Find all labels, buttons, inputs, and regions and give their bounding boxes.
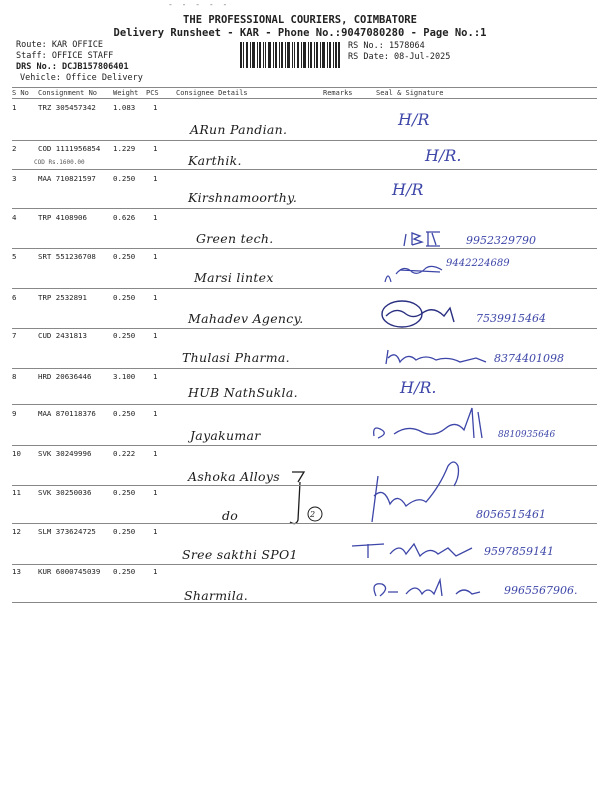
row-consignment: SVK 30250036	[38, 488, 92, 497]
row-consignment: SRT 551236708	[38, 252, 96, 261]
row-consignee: Mahadev Agency.	[188, 311, 304, 326]
row-weight: 0.250	[113, 527, 136, 536]
cod-amount: COD Rs.1600.00	[34, 159, 85, 166]
row-sno: 2	[12, 144, 17, 153]
row-consignee: Thulasi Pharma.	[182, 350, 290, 365]
row-consignment: TRZ 305457342	[38, 103, 96, 112]
row-phone: 9597859141	[484, 545, 554, 558]
row-divider	[12, 208, 597, 209]
col-sno: S No	[12, 89, 29, 97]
barcode	[240, 42, 340, 68]
row-pcs: 1	[153, 449, 158, 458]
row-pcs: 1	[153, 252, 158, 261]
row-pcs: 1	[153, 488, 158, 497]
row-divider	[12, 140, 597, 141]
row-weight: 1.083	[113, 103, 136, 112]
rs-date: RS Date: 08-Jul-2025	[348, 52, 451, 62]
row-consignee: Kirshnamoorthy.	[188, 190, 298, 205]
row-pcs: 1	[153, 103, 158, 112]
row-weight: 3.100	[113, 372, 136, 381]
bracket-number: 2	[310, 510, 316, 519]
col-consignee: Consignee Details	[176, 89, 248, 97]
row-divider	[12, 445, 597, 446]
drs-number: DRS No.: DCJB157806401	[16, 62, 129, 72]
route-info: Route: KAR OFFICE	[16, 40, 103, 50]
row-sno: 6	[12, 293, 17, 302]
row-consignment: MAA 870118376	[38, 409, 96, 418]
row-consignee: Green tech.	[196, 231, 274, 246]
row-sno: 4	[12, 213, 17, 222]
col-remarks: Remarks	[323, 89, 353, 97]
row-pcs: 1	[153, 213, 158, 222]
table-header-rule	[12, 98, 597, 99]
row-weight: 0.222	[113, 449, 136, 458]
row-consignee: Marsi lintex	[194, 270, 274, 285]
row-consignment: COD 1111956854	[38, 144, 101, 153]
row-sno: 13	[12, 567, 21, 576]
col-weight: Weight	[113, 89, 139, 97]
row-divider	[12, 485, 597, 486]
row-pcs: 1	[153, 293, 158, 302]
vehicle-info: Vehicle: Office Delivery	[20, 73, 143, 83]
row-weight: 0.626	[113, 213, 136, 222]
row-consignment: HRD 20636446	[38, 372, 92, 381]
row-weight: 0.250	[113, 409, 136, 418]
row-consignee: do	[222, 508, 239, 523]
row-signature: H/R	[392, 180, 424, 199]
row-sno: 3	[12, 174, 17, 183]
rs-number: RS No.: 1578064	[348, 41, 425, 51]
row-divider	[12, 328, 597, 329]
row-weight: 0.250	[113, 293, 136, 302]
row-consignee: Sree sakthi SPO1	[182, 547, 298, 562]
row-divider	[12, 288, 597, 289]
row-consignee: Karthik.	[188, 153, 242, 168]
row-phone: 9965567906.	[504, 584, 578, 597]
handwritten-signature	[368, 404, 498, 444]
row-consignment: TRP 4108906	[38, 213, 87, 222]
table-top-rule	[12, 87, 597, 88]
row-consignee: Sharmila.	[184, 588, 249, 603]
row-weight: 0.250	[113, 331, 136, 340]
row-weight: 0.250	[113, 174, 136, 183]
handwritten-signature	[382, 260, 452, 286]
handwritten-bracket	[286, 470, 326, 530]
row-pcs: 1	[153, 144, 158, 153]
row-pcs: 1	[153, 567, 158, 576]
row-consignment: SLM 373624725	[38, 527, 96, 536]
row-weight: 0.250	[113, 488, 136, 497]
row-pcs: 1	[153, 372, 158, 381]
company-title: THE PROFESSIONAL COURIERS, COIMBATORE	[183, 14, 417, 26]
staff-info: Staff: OFFICE STAFF	[16, 51, 114, 61]
row-divider	[12, 169, 597, 170]
row-signature: H/R	[398, 110, 430, 129]
runsheet-title: Delivery Runsheet - KAR - Phone No.:9047080280 - Page No.:1	[113, 27, 487, 39]
row-pcs: 1	[153, 409, 158, 418]
row-phone: 8374401098	[494, 352, 564, 365]
col-signature: Seal & Signature	[376, 89, 444, 97]
top-marks: - - - - -	[168, 0, 230, 9]
row-divider	[12, 248, 597, 249]
row-phone: 8056515461	[476, 508, 546, 521]
row-sno: 10	[12, 449, 21, 458]
row-consignment: TRP 2532891	[38, 293, 87, 302]
row-pcs: 1	[153, 331, 158, 340]
row-signature: H/R.	[425, 146, 462, 165]
row-consignee: Jayakumar	[190, 428, 261, 443]
row-consignment: CUD 2431813	[38, 331, 87, 340]
row-pcs: 1	[153, 527, 158, 536]
row-sno: 12	[12, 527, 21, 536]
handwritten-seal-mark	[400, 228, 462, 250]
row-divider	[12, 564, 597, 565]
row-divider	[12, 523, 597, 524]
row-phone: 9952329790	[466, 234, 536, 247]
handwritten-signature	[366, 456, 476, 526]
row-consignee: HUB NathSukla.	[188, 385, 298, 400]
row-sno: 9	[12, 409, 17, 418]
row-sno: 7	[12, 331, 17, 340]
handwritten-signature	[350, 538, 480, 562]
col-pcs: PCS	[146, 89, 159, 97]
row-sno: 11	[12, 488, 21, 497]
row-signature: H/R.	[400, 378, 437, 397]
row-phone: 9442224689	[446, 258, 510, 269]
handwritten-signature	[368, 574, 498, 602]
row-consignment: SVK 30249996	[38, 449, 92, 458]
row-phone: 7539915464	[476, 312, 546, 325]
row-consignee: ARun Pandian.	[190, 122, 288, 137]
row-weight: 1.229	[113, 144, 136, 153]
handwritten-signature	[378, 298, 468, 332]
row-sno: 5	[12, 252, 17, 261]
row-phone: 8810935646	[498, 430, 556, 440]
row-pcs: 1	[153, 174, 158, 183]
handwritten-signature	[382, 346, 488, 368]
table-bottom-rule	[12, 602, 597, 603]
row-consignee: Ashoka Alloys	[188, 469, 280, 484]
row-weight: 0.250	[113, 252, 136, 261]
row-weight: 0.250	[113, 567, 136, 576]
row-divider	[12, 404, 597, 405]
row-divider	[12, 368, 597, 369]
col-consignment: Consignment No	[38, 89, 98, 97]
row-consignment: MAA 710821597	[38, 174, 96, 183]
row-sno: 1	[12, 103, 17, 112]
row-sno: 8	[12, 372, 17, 381]
row-consignment: KUR 6000745039	[38, 567, 101, 576]
